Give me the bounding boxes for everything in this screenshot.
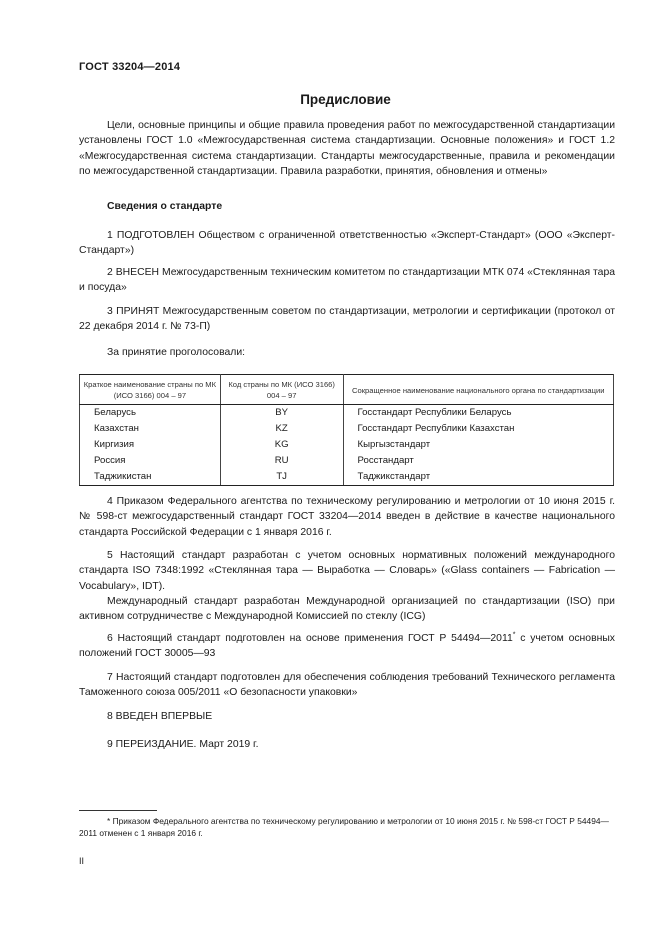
item-6-text-end: с учетом основных положений ГОСТ 30005—93 (79, 633, 615, 660)
page-number: II (79, 856, 85, 866)
code-cell: KZ (220, 421, 343, 437)
item-2: 2 ВНЕСЕН Межгосударственным техническим комитетом по стандартизации МТК 074 «Стеклянная тара и посуда» (79, 267, 615, 294)
table-row (80, 421, 614, 437)
country-cell: Беларусь (80, 405, 221, 422)
section-heading: Сведения о стандарте (107, 201, 223, 212)
item-1: 1 ПОДГОТОВЛЕН Обществом с ограниченной ответственностью «Эксперт-Стандарт» (ООО «Эксперт-Стандарт») (79, 230, 615, 257)
intro-paragraph: Цели, основные принципы и общие правила проведения работ по межгосударственной стандартизации установлены ГОСТ 1.0 «Межгосударственная система стандартизации. Основные положения» и ГОСТ 1.2 «Межгосударственная система стандартизации. Стандарты межгосударственные, правила и рекомендации по межгосударственной стандартизации. Правила разработки, принятия, обновления и отмены» (79, 120, 615, 177)
body-cell: Госстандарт Республики Казахстан (343, 421, 613, 437)
voting-table (79, 374, 614, 486)
body-cell: Таджикстандарт (343, 469, 613, 486)
column-header-country: Краткое наименование страны по МК (ИСО 3166) 004 – 97 (80, 375, 221, 405)
table-row (80, 437, 614, 453)
code-cell: BY (220, 405, 343, 422)
column-header-body: Сокращенное наименование национального органа по стандартизации (343, 375, 613, 405)
code-cell: KG (220, 437, 343, 453)
code-cell: TJ (220, 469, 343, 486)
table-header-row (80, 375, 614, 405)
item-5-note: Международный стандарт разработан Международной организацией по стандартизации (ISO) при активном сотрудничестве с Международной Комиссией по стеклу (ICG) (79, 596, 615, 623)
item-5: 5 Настоящий стандарт разработан с учетом основных нормативных положений международного стандарта ISO 7348:1992 «Стеклянная тара — Выработка — Словарь» («Glass containers — Fabrication — Vocabulary», IDT). (79, 550, 615, 592)
body-cell: Росстандарт (343, 453, 613, 469)
item-7: 7 Настоящий стандарт подготовлен для обеспечения соблюдения требований Технического регламента Таможенного союза 005/2011 «О безопасности упаковки» (79, 672, 615, 699)
footnote: * Приказом Федерального агентства по техническому регулированию и метрологии от 10 июня 2015 г. № 598-ст ГОСТ Р 54494—2011 отменен с 1 января 2016 г. (79, 816, 609, 838)
code-cell: RU (220, 453, 343, 469)
table-row (80, 405, 614, 422)
body-cell: Кыргызстандарт (343, 437, 613, 453)
item-3: 3 ПРИНЯТ Межгосударственным советом по стандартизации, метрологии и сертификации (протокол от 22 декабря 2014 г. № 73-П) (79, 306, 615, 333)
body-cell: Госстандарт Республики Беларусь (343, 405, 613, 422)
table-row (80, 469, 614, 486)
table-row (80, 453, 614, 469)
country-cell: Казахстан (80, 421, 221, 437)
vote-intro: За принятие проголосовали: (107, 347, 246, 358)
page-title: Предисловие (300, 92, 391, 107)
column-header-code: Код страны по МК (ИСО 3166) 004 – 97 (220, 375, 343, 405)
item-9: 9 ПЕРЕИЗДАНИЕ. Март 2019 г. (107, 739, 259, 750)
item-4: 4 Приказом Федерального агентства по техническому регулированию и метрологии от 10 июня 2015 г. № 598-ст межгосударственный стандарт ГОСТ 33204—2014 введен в действие в качестве национального стандарта Российской Федерации с 1 января 2016 г. (79, 496, 615, 538)
footnote-marker: * (512, 631, 516, 639)
item-6 (79, 631, 615, 662)
country-cell: Киргизия (80, 437, 221, 453)
document-id-header: ГОСТ 33204—2014 (79, 61, 181, 73)
item-8: 8 ВВЕДЕН ВПЕРВЫЕ (107, 711, 213, 722)
country-cell: Россия (80, 453, 221, 469)
footnote-divider (79, 810, 157, 811)
country-cell: Таджикистан (80, 469, 221, 486)
item-6-text: 6 Настоящий стандарт подготовлен на основе применения ГОСТ Р 54494—2011 (107, 633, 513, 644)
